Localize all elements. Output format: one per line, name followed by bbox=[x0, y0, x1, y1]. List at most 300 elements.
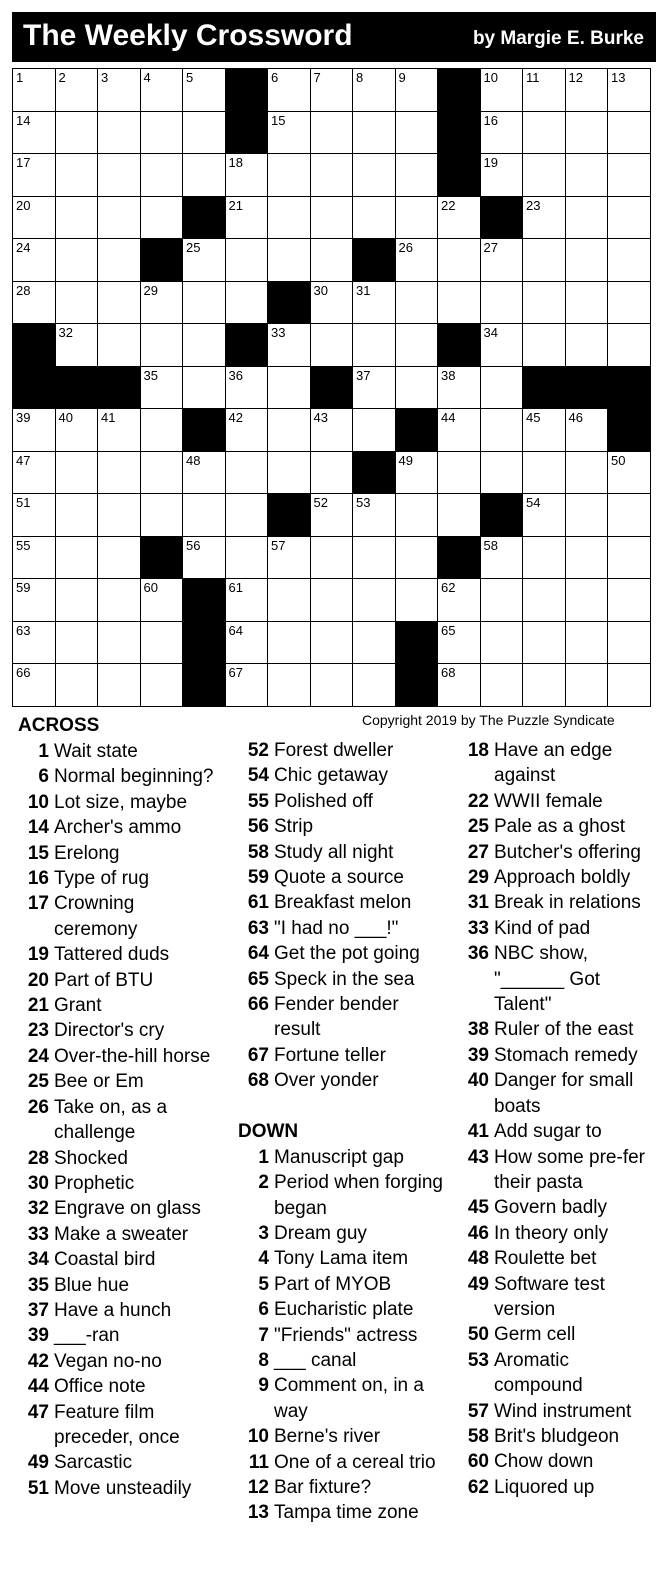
grid-cell[interactable] bbox=[523, 281, 566, 324]
grid-cell[interactable] bbox=[310, 111, 353, 154]
grid-cell[interactable] bbox=[140, 324, 183, 367]
grid-cell[interactable] bbox=[438, 451, 481, 494]
grid-cell[interactable] bbox=[268, 366, 311, 409]
clue-text: Govern badly bbox=[494, 1197, 608, 1219]
clue-text: Polished off bbox=[274, 790, 373, 812]
grid-cell[interactable] bbox=[13, 111, 56, 154]
black-square bbox=[438, 536, 481, 579]
clue-number: 25 bbox=[27, 1071, 49, 1093]
black-square bbox=[183, 196, 226, 239]
clue-number: 24 bbox=[27, 1045, 49, 1067]
cell-number: 6 bbox=[271, 70, 279, 85]
grid-cell[interactable] bbox=[183, 494, 226, 537]
grid-cell[interactable] bbox=[268, 196, 311, 239]
grid-cell[interactable] bbox=[565, 579, 608, 622]
grid-cell[interactable] bbox=[438, 579, 481, 622]
clue-number: 23 bbox=[27, 1020, 49, 1042]
grid-cell[interactable] bbox=[140, 621, 183, 664]
grid-cell[interactable] bbox=[480, 579, 523, 622]
grid-cell[interactable] bbox=[438, 664, 481, 707]
grid-cell[interactable] bbox=[55, 579, 98, 622]
cell-number: 42 bbox=[228, 410, 243, 425]
clue-item bbox=[458, 1221, 658, 1246]
black-square bbox=[565, 366, 608, 409]
grid-cell[interactable] bbox=[438, 281, 481, 324]
cell-number: 14 bbox=[16, 112, 31, 128]
grid-cell[interactable] bbox=[353, 366, 396, 409]
clue-text: Type of rug bbox=[54, 868, 150, 890]
black-square bbox=[310, 366, 353, 409]
clue-item bbox=[238, 890, 444, 915]
grid-cell[interactable] bbox=[565, 536, 608, 579]
grid-cell[interactable] bbox=[225, 536, 268, 579]
grid-row bbox=[13, 111, 651, 154]
grid-cell[interactable] bbox=[395, 451, 438, 494]
grid-cell[interactable] bbox=[480, 239, 523, 282]
across-clue-list-continued bbox=[238, 738, 444, 1094]
grid-cell[interactable] bbox=[310, 536, 353, 579]
grid-cell[interactable] bbox=[565, 451, 608, 494]
cell-number: 1 bbox=[16, 70, 24, 85]
grid-cell[interactable] bbox=[13, 196, 56, 239]
grid-cell[interactable] bbox=[55, 451, 98, 494]
grid-cell[interactable] bbox=[98, 239, 141, 282]
grid-cell[interactable] bbox=[268, 536, 311, 579]
black-square bbox=[395, 621, 438, 664]
grid-cell[interactable] bbox=[183, 451, 226, 494]
black-square bbox=[55, 366, 98, 409]
clue-item bbox=[458, 890, 658, 915]
clue-text: One of a cereal trio bbox=[274, 1451, 436, 1473]
grid-cell[interactable] bbox=[608, 111, 651, 154]
grid-cell[interactable] bbox=[565, 154, 608, 197]
clue-text: Quote a source bbox=[274, 867, 404, 889]
grid-cell[interactable] bbox=[353, 281, 396, 324]
grid-cell[interactable] bbox=[13, 579, 56, 622]
grid-cell[interactable] bbox=[13, 621, 56, 664]
grid-cell[interactable] bbox=[353, 324, 396, 367]
grid-cell[interactable] bbox=[480, 621, 523, 664]
grid-cell[interactable] bbox=[225, 281, 268, 324]
grid-cell[interactable] bbox=[310, 664, 353, 707]
grid-cell[interactable] bbox=[140, 111, 183, 154]
clue-text: ___ canal bbox=[274, 1349, 357, 1371]
grid-cell[interactable] bbox=[565, 281, 608, 324]
grid-cell[interactable] bbox=[55, 196, 98, 239]
clue-text: Butcher's offering bbox=[494, 841, 641, 863]
grid-cell[interactable] bbox=[608, 281, 651, 324]
clue-text: Comment on, in a way bbox=[274, 1375, 424, 1422]
clue-item bbox=[18, 1146, 218, 1171]
clue-number: 68 bbox=[247, 1070, 269, 1092]
clue-text: Speck in the sea bbox=[274, 968, 415, 990]
grid-cell[interactable] bbox=[353, 621, 396, 664]
grid-cell[interactable] bbox=[608, 196, 651, 239]
grid-cell[interactable] bbox=[98, 196, 141, 239]
clue-text: Bar fixture? bbox=[274, 1476, 372, 1498]
grid-cell[interactable] bbox=[353, 111, 396, 154]
clue-number: 66 bbox=[247, 994, 269, 1016]
grid-cell[interactable] bbox=[225, 196, 268, 239]
clue-text: Blue hue bbox=[54, 1274, 130, 1296]
clue-number: 45 bbox=[467, 1197, 489, 1219]
cell-number: 10 bbox=[483, 70, 498, 85]
cell-number: 52 bbox=[313, 495, 328, 510]
grid-cell[interactable] bbox=[310, 196, 353, 239]
grid-cell[interactable] bbox=[565, 409, 608, 452]
grid-cell[interactable] bbox=[565, 239, 608, 282]
grid-cell[interactable] bbox=[480, 366, 523, 409]
grid-cell[interactable] bbox=[395, 536, 438, 579]
grid-cell[interactable] bbox=[353, 409, 396, 452]
grid-row bbox=[13, 536, 651, 579]
cell-number: 12 bbox=[568, 70, 583, 85]
cell-number: 62 bbox=[441, 580, 456, 595]
grid-cell[interactable] bbox=[608, 664, 651, 707]
cell-number: 38 bbox=[441, 367, 456, 383]
grid-cell[interactable] bbox=[140, 451, 183, 494]
cell-number: 25 bbox=[186, 240, 201, 255]
grid-cell[interactable] bbox=[140, 579, 183, 622]
grid-cell[interactable] bbox=[480, 536, 523, 579]
grid-cell[interactable] bbox=[438, 239, 481, 282]
grid-cell[interactable] bbox=[13, 494, 56, 537]
black-square bbox=[98, 366, 141, 409]
cell-number: 51 bbox=[16, 495, 31, 510]
grid-cell[interactable] bbox=[395, 239, 438, 282]
cell-number: 41 bbox=[101, 410, 116, 425]
grid-cell[interactable] bbox=[225, 579, 268, 622]
grid-cell[interactable] bbox=[480, 451, 523, 494]
grid-cell[interactable] bbox=[395, 366, 438, 409]
grid-cell[interactable] bbox=[395, 111, 438, 154]
grid-row bbox=[13, 324, 651, 367]
black-square bbox=[353, 239, 396, 282]
grid-cell[interactable] bbox=[55, 69, 98, 112]
grid-cell[interactable] bbox=[608, 579, 651, 622]
grid-cell[interactable] bbox=[13, 664, 56, 707]
cell-number: 49 bbox=[398, 452, 413, 468]
grid-cell[interactable] bbox=[523, 579, 566, 622]
grid-cell[interactable] bbox=[98, 664, 141, 707]
grid-cell[interactable] bbox=[480, 281, 523, 324]
grid-cell[interactable] bbox=[140, 664, 183, 707]
grid-cell[interactable] bbox=[140, 69, 183, 112]
grid-cell[interactable] bbox=[98, 536, 141, 579]
grid-cell[interactable] bbox=[353, 154, 396, 197]
grid-cell[interactable] bbox=[55, 664, 98, 707]
grid-cell[interactable] bbox=[310, 621, 353, 664]
grid-cell[interactable] bbox=[13, 239, 56, 282]
clue-text: Bee or Em bbox=[54, 1071, 144, 1093]
grid-cell[interactable] bbox=[395, 154, 438, 197]
grid-cell[interactable] bbox=[395, 281, 438, 324]
clue-number: 33 bbox=[467, 917, 489, 939]
clue-text: Shocked bbox=[54, 1147, 128, 1169]
cell-number: 34 bbox=[483, 325, 498, 340]
grid-cell[interactable] bbox=[268, 621, 311, 664]
grid-cell[interactable] bbox=[438, 494, 481, 537]
grid-cell[interactable] bbox=[183, 111, 226, 154]
grid-cell[interactable] bbox=[55, 536, 98, 579]
grid-cell[interactable] bbox=[438, 366, 481, 409]
grid-cell[interactable] bbox=[98, 281, 141, 324]
grid-cell[interactable] bbox=[140, 154, 183, 197]
clue-item bbox=[18, 1450, 218, 1475]
grid-cell[interactable] bbox=[55, 621, 98, 664]
grid-cell[interactable] bbox=[140, 196, 183, 239]
grid-cell[interactable] bbox=[268, 664, 311, 707]
grid-cell[interactable] bbox=[608, 494, 651, 537]
grid-cell[interactable] bbox=[565, 664, 608, 707]
grid-cell[interactable] bbox=[395, 579, 438, 622]
grid-cell[interactable] bbox=[353, 536, 396, 579]
clue-item bbox=[238, 1424, 444, 1449]
cell-number: 16 bbox=[483, 112, 498, 128]
cell-number: 36 bbox=[228, 367, 243, 383]
grid-cell[interactable] bbox=[13, 536, 56, 579]
clue-item bbox=[458, 1119, 658, 1144]
grid-cell[interactable] bbox=[98, 324, 141, 367]
clue-item bbox=[458, 840, 658, 865]
clue-number: 10 bbox=[247, 1426, 269, 1448]
clue-number: 32 bbox=[27, 1198, 49, 1220]
clue-number: 36 bbox=[467, 943, 489, 965]
grid-cell[interactable] bbox=[13, 451, 56, 494]
grid-cell[interactable] bbox=[523, 536, 566, 579]
grid-cell[interactable] bbox=[183, 324, 226, 367]
grid-cell[interactable] bbox=[183, 536, 226, 579]
clue-text: Kind of pad bbox=[494, 917, 591, 939]
grid-cell[interactable] bbox=[13, 409, 56, 452]
clue-number: 1 bbox=[38, 741, 49, 762]
clue-number: 35 bbox=[27, 1274, 49, 1296]
grid-cell[interactable] bbox=[98, 451, 141, 494]
clue-item bbox=[238, 1068, 444, 1093]
grid-cell[interactable] bbox=[55, 409, 98, 452]
grid-cell[interactable] bbox=[268, 69, 311, 112]
grid-cell[interactable] bbox=[395, 324, 438, 367]
grid-cell[interactable] bbox=[523, 111, 566, 154]
clue-item bbox=[458, 1017, 658, 1042]
grid-cell[interactable] bbox=[523, 621, 566, 664]
grid-cell[interactable] bbox=[310, 69, 353, 112]
grid-cell[interactable] bbox=[225, 494, 268, 537]
black-square bbox=[268, 281, 311, 324]
clue-text: Coastal bird bbox=[54, 1249, 156, 1271]
clue-text: Part of BTU bbox=[54, 969, 154, 991]
grid-cell[interactable] bbox=[183, 239, 226, 282]
grid-cell[interactable] bbox=[310, 154, 353, 197]
grid-cell[interactable] bbox=[523, 196, 566, 239]
grid-cell[interactable] bbox=[523, 451, 566, 494]
grid-cell[interactable] bbox=[268, 409, 311, 452]
black-square bbox=[438, 324, 481, 367]
clue-number: 62 bbox=[467, 1476, 489, 1498]
grid-cell[interactable] bbox=[608, 621, 651, 664]
clue-item bbox=[238, 1145, 444, 1170]
grid-cell[interactable] bbox=[395, 69, 438, 112]
cell-number: 31 bbox=[356, 282, 371, 298]
grid-cell[interactable] bbox=[608, 69, 651, 112]
grid-cell[interactable] bbox=[310, 451, 353, 494]
grid-cell[interactable] bbox=[98, 69, 141, 112]
clue-number: 10 bbox=[27, 791, 49, 813]
grid-cell[interactable] bbox=[523, 494, 566, 537]
clue-item bbox=[18, 1349, 218, 1374]
grid-cell[interactable] bbox=[140, 409, 183, 452]
grid-cell[interactable] bbox=[225, 366, 268, 409]
grid-cell[interactable] bbox=[183, 69, 226, 112]
grid-cell[interactable] bbox=[565, 69, 608, 112]
grid-cell[interactable] bbox=[183, 154, 226, 197]
grid-cell[interactable] bbox=[310, 324, 353, 367]
clue-item bbox=[458, 1043, 658, 1068]
grid-cell[interactable] bbox=[608, 536, 651, 579]
grid-cell[interactable] bbox=[395, 494, 438, 537]
grid-cell[interactable] bbox=[268, 579, 311, 622]
grid-cell[interactable] bbox=[268, 154, 311, 197]
clue-number: 18 bbox=[467, 740, 489, 761]
grid-cell[interactable] bbox=[13, 154, 56, 197]
grid-cell[interactable] bbox=[608, 239, 651, 282]
cell-number: 29 bbox=[143, 282, 158, 298]
clues-column-2 bbox=[238, 713, 444, 1526]
grid-cell[interactable] bbox=[480, 409, 523, 452]
grid-cell[interactable] bbox=[438, 621, 481, 664]
grid-cell[interactable] bbox=[438, 196, 481, 239]
grid-cell[interactable] bbox=[268, 324, 311, 367]
clue-item bbox=[458, 1399, 658, 1424]
clue-number: 20 bbox=[27, 969, 49, 991]
grid-cell[interactable] bbox=[55, 281, 98, 324]
grid-cell[interactable] bbox=[140, 281, 183, 324]
grid-cell[interactable] bbox=[565, 111, 608, 154]
grid-cell[interactable] bbox=[353, 664, 396, 707]
grid-cell[interactable] bbox=[13, 69, 56, 112]
black-square bbox=[225, 111, 268, 154]
cell-number: 65 bbox=[441, 622, 456, 638]
clue-number: 56 bbox=[247, 816, 269, 838]
grid-cell[interactable] bbox=[608, 451, 651, 494]
grid-cell[interactable] bbox=[608, 154, 651, 197]
cell-number: 20 bbox=[16, 197, 31, 213]
clue-item bbox=[18, 1273, 218, 1298]
grid-cell[interactable] bbox=[480, 664, 523, 707]
grid-cell[interactable] bbox=[480, 111, 523, 154]
clue-number: 22 bbox=[467, 790, 489, 812]
cell-number: 56 bbox=[186, 537, 201, 553]
clue-item bbox=[238, 1373, 444, 1424]
clue-text: Erelong bbox=[54, 842, 120, 864]
grid-cell[interactable] bbox=[565, 324, 608, 367]
grid-cell[interactable] bbox=[310, 494, 353, 537]
grid-cell[interactable] bbox=[310, 409, 353, 452]
clue-text: Germ cell bbox=[494, 1324, 576, 1346]
grid-cell[interactable] bbox=[98, 409, 141, 452]
cell-number: 64 bbox=[228, 622, 243, 638]
grid-cell[interactable] bbox=[523, 324, 566, 367]
grid-cell[interactable] bbox=[55, 494, 98, 537]
clue-item bbox=[18, 1323, 218, 1348]
grid-cell[interactable] bbox=[98, 494, 141, 537]
clue-number: 63 bbox=[247, 917, 269, 939]
grid-cell[interactable] bbox=[268, 239, 311, 282]
grid-cell[interactable] bbox=[310, 579, 353, 622]
clue-item bbox=[238, 1500, 444, 1525]
grid-cell[interactable] bbox=[98, 621, 141, 664]
grid-cell[interactable] bbox=[140, 494, 183, 537]
clue-item bbox=[18, 841, 218, 866]
clue-item bbox=[458, 1424, 658, 1449]
grid-cell[interactable] bbox=[310, 239, 353, 282]
grid-cell[interactable] bbox=[183, 281, 226, 324]
grid-cell[interactable] bbox=[55, 111, 98, 154]
grid-cell[interactable] bbox=[98, 579, 141, 622]
grid-row bbox=[13, 281, 651, 324]
grid-cell[interactable] bbox=[565, 621, 608, 664]
grid-cell[interactable] bbox=[225, 239, 268, 282]
grid-cell[interactable] bbox=[225, 409, 268, 452]
grid-cell[interactable] bbox=[98, 111, 141, 154]
grid-cell[interactable] bbox=[55, 324, 98, 367]
grid-cell[interactable] bbox=[523, 239, 566, 282]
clue-text: In theory only bbox=[494, 1222, 609, 1244]
grid-cell[interactable] bbox=[13, 281, 56, 324]
cell-number: 61 bbox=[228, 580, 243, 595]
grid-cell[interactable] bbox=[310, 281, 353, 324]
clue-item bbox=[458, 1246, 658, 1271]
black-square bbox=[140, 239, 183, 282]
grid-cell[interactable] bbox=[268, 111, 311, 154]
grid-cell[interactable] bbox=[55, 239, 98, 282]
crossword-grid bbox=[12, 68, 651, 707]
grid-cell[interactable] bbox=[608, 324, 651, 367]
grid-cell[interactable] bbox=[353, 69, 396, 112]
grid-cell[interactable] bbox=[268, 451, 311, 494]
grid-cell[interactable] bbox=[438, 409, 481, 452]
grid-cell[interactable] bbox=[225, 451, 268, 494]
grid-cell[interactable] bbox=[353, 196, 396, 239]
grid-cell[interactable] bbox=[480, 69, 523, 112]
grid-cell[interactable] bbox=[565, 494, 608, 537]
grid-cell[interactable] bbox=[225, 154, 268, 197]
grid-cell[interactable] bbox=[225, 664, 268, 707]
grid-cell[interactable] bbox=[565, 196, 608, 239]
cell-number: 57 bbox=[271, 537, 286, 553]
clue-item bbox=[238, 1246, 444, 1271]
grid-cell[interactable] bbox=[480, 324, 523, 367]
grid-cell[interactable] bbox=[353, 494, 396, 537]
grid-cell[interactable] bbox=[523, 409, 566, 452]
grid-cell[interactable] bbox=[523, 154, 566, 197]
clue-number: 19 bbox=[27, 944, 49, 966]
grid-cell[interactable] bbox=[98, 154, 141, 197]
grid-cell[interactable] bbox=[523, 69, 566, 112]
clue-number: 29 bbox=[467, 867, 489, 889]
grid-cell[interactable] bbox=[523, 664, 566, 707]
clue-number: 41 bbox=[467, 1121, 489, 1143]
grid-cell[interactable] bbox=[480, 154, 523, 197]
grid-cell[interactable] bbox=[140, 366, 183, 409]
clue-number: 43 bbox=[467, 1146, 489, 1168]
grid-cell[interactable] bbox=[395, 196, 438, 239]
grid-cell[interactable] bbox=[55, 154, 98, 197]
clue-number: 49 bbox=[467, 1273, 489, 1295]
grid-cell[interactable] bbox=[225, 621, 268, 664]
grid-cell[interactable] bbox=[183, 366, 226, 409]
grid-cell[interactable] bbox=[353, 579, 396, 622]
